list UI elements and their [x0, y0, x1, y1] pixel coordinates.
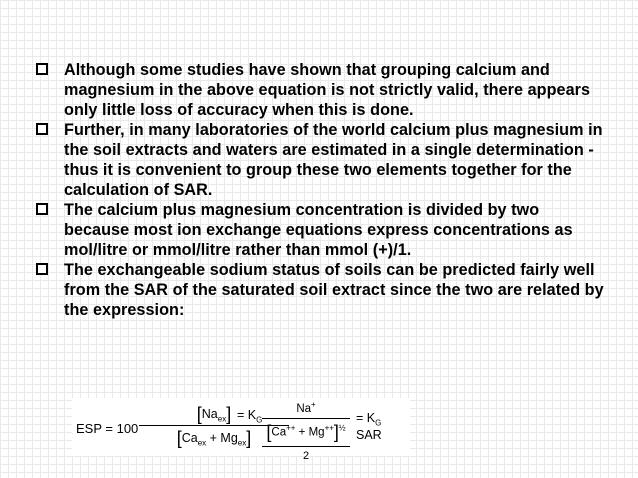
formula-lhs: ESP = 100: [76, 421, 139, 436]
bullet-item: [36, 120, 604, 200]
bullet-text: Although some studies have shown that grouping calcium and magnesium in the above equation is not strictly valid, there appears only little loss of accuracy when this is done.: [64, 61, 591, 119]
fraction-denominator: $[Ca^{++} + Mg^{++}]^{\frac{1}{2}}$: [266, 421, 346, 442]
bullet-text: The calcium plus magnesium concentration is divided by two because most ion exchange equations express concentrations as mol/litre or mmol/litre rather than mmol (+)/1.: [64, 201, 573, 259]
bullet-item: [36, 260, 604, 320]
fraction-numerator: Na+: [296, 400, 316, 415]
esp-sar-formula: [72, 398, 410, 462]
checkbox-bullet-icon: [36, 123, 48, 135]
fraction-line: [262, 418, 350, 419]
bullet-text: Further, in many laboratories of the world calcium plus magnesium in the soil extracts and waters are estimated in a single determination - thus it is convenient to group these two elements together for the calculation of SAR.: [64, 121, 603, 199]
formula-eq-sar: = $K_G$ SAR: [356, 411, 382, 442]
bullet-item: [36, 200, 604, 260]
checkbox-bullet-icon: [36, 263, 48, 275]
bullet-item: [36, 60, 604, 120]
formula-fraction-2: [262, 400, 350, 462]
checkbox-bullet-icon: [36, 63, 48, 75]
fraction-numerator: $[Na_{ex}]$: [196, 404, 232, 424]
bullet-text: The exchangeable sodium status of soils can be predicted fairly well from the SAR of the saturated soil extract since the two are related by the expression:: [64, 261, 604, 319]
bullet-list: [36, 60, 604, 320]
formula-eq-kg: = $K_G$: [237, 408, 263, 425]
checkbox-bullet-icon: [36, 203, 48, 215]
fraction-denominator-2: 2: [302, 449, 310, 462]
fraction-denominator: $[Ca_{ex} + Mg_{ex}]$: [176, 428, 252, 448]
fraction-line: [262, 446, 350, 447]
